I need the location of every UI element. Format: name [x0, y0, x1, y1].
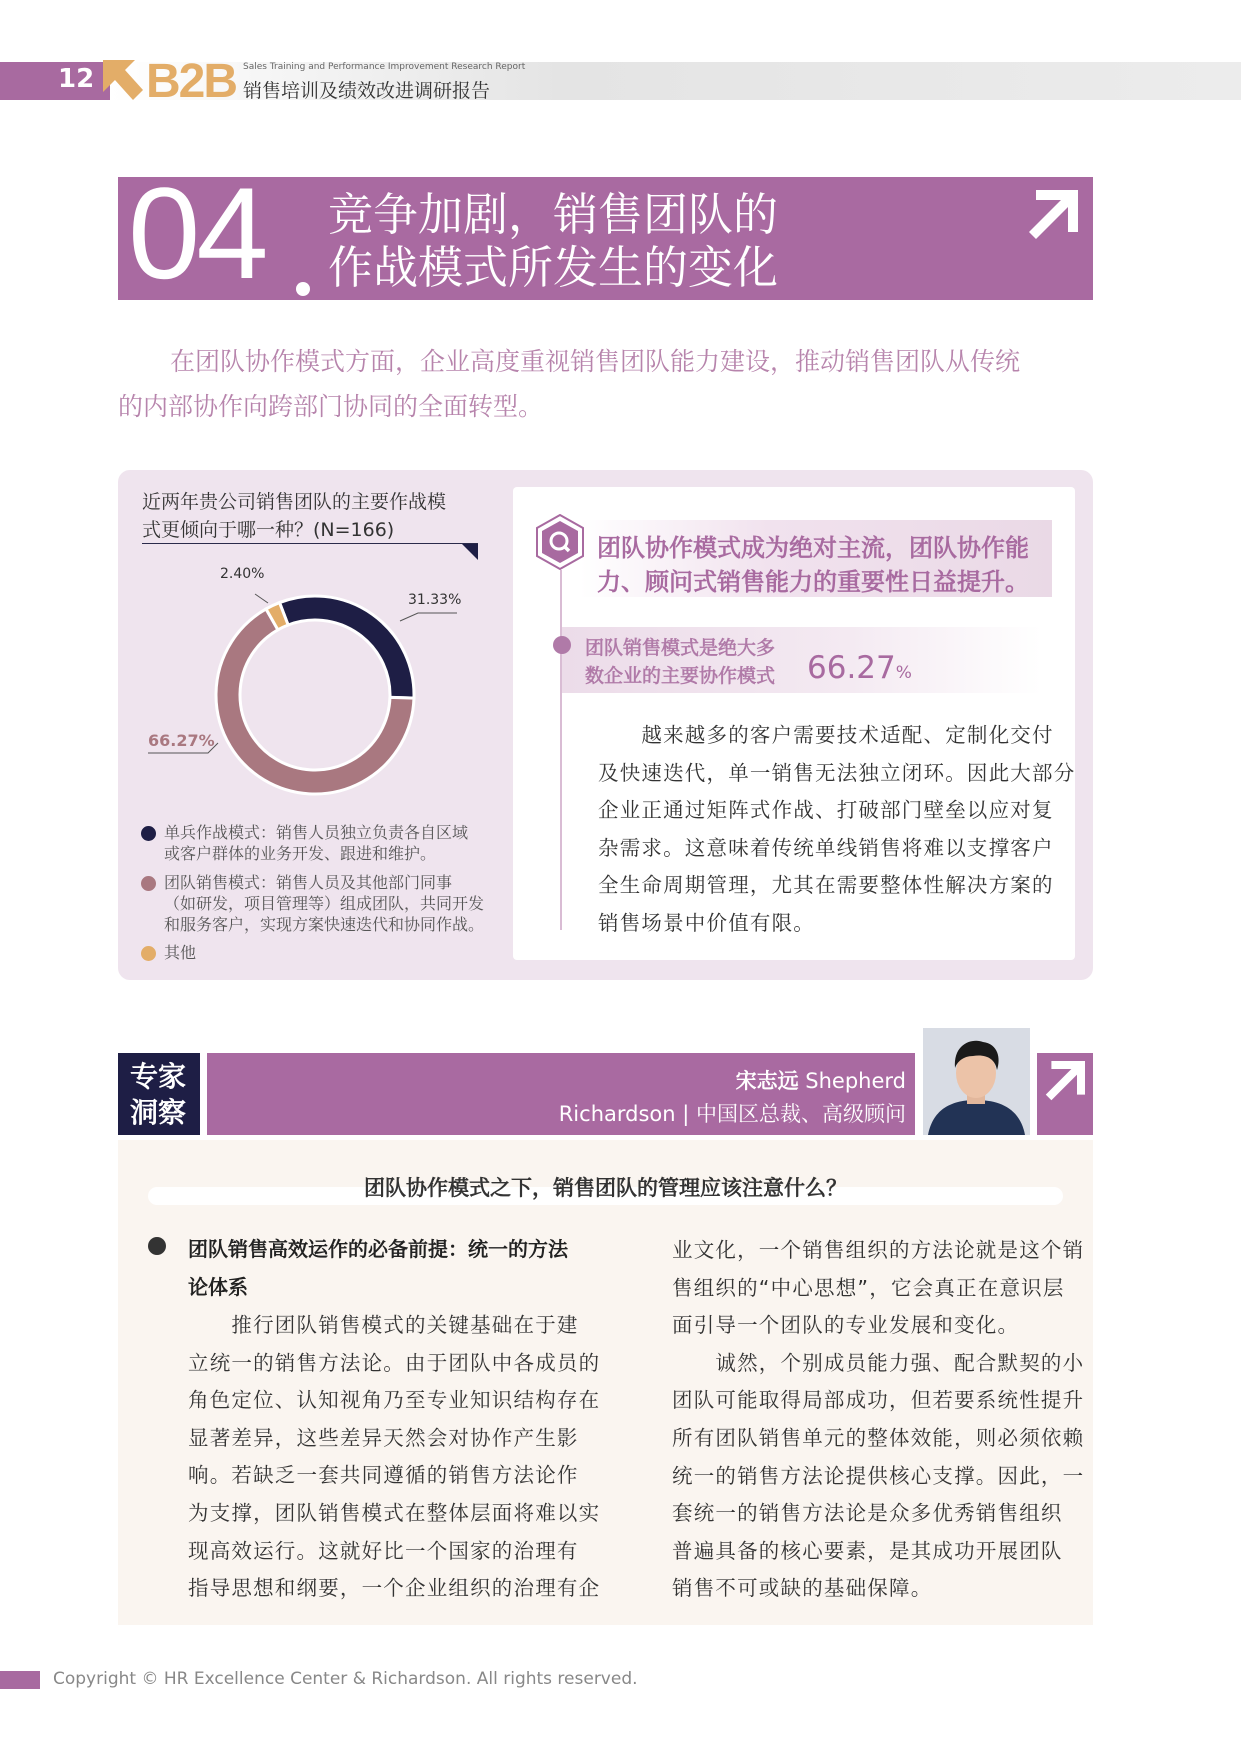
legend-swatch-other: [141, 946, 156, 961]
expert-name: [736, 1065, 906, 1095]
body-line: 套统一的销售方法论是众多优秀销售组织: [672, 1501, 1063, 1526]
body-line: 为支撑，团队销售模式在整体层面将难以实: [188, 1501, 601, 1525]
body-line: 响。若缺乏一套共同遵循的销售方法论作: [188, 1463, 579, 1488]
body-line: 业文化，一个销售组织的方法论就是这个销: [672, 1238, 1085, 1262]
body-line: 角色定位、认知视角乃至专业知识结构存在: [188, 1388, 601, 1413]
body-line: 团队可能取得局部成功，但若要系统性提升: [672, 1388, 1085, 1413]
section-number-dot: [296, 282, 310, 296]
intro-line: 在团队协作模式方面，企业高度重视销售团队能力建设，推动销售团队从传统: [170, 347, 1021, 376]
section-title-line: 竞争加剧，销售团队的: [328, 188, 779, 241]
value-unit: %: [895, 663, 912, 683]
logo-b2b: B2B: [146, 55, 237, 108]
expert-company: Richardson: [558, 1102, 676, 1126]
body-line: 所有团队销售单元的整体效能，则必须依赖: [672, 1426, 1085, 1450]
search-icon: [535, 514, 585, 570]
section-number: 04: [128, 160, 265, 306]
section-title-line: 作战模式所发生的变化: [328, 241, 779, 294]
expert-role: 中国区总裁、高级顾问: [696, 1102, 906, 1126]
donut-chart: [200, 580, 430, 810]
legend-line: 团队销售模式：销售人员及其他部门同事: [164, 873, 453, 892]
bullet-dot: [148, 1237, 166, 1255]
body-line: 企业正通过矩阵式作战、打破部门壁垒以应对复: [598, 798, 1054, 823]
expert-title: Richardson | 中国区总裁、高级顾问: [558, 1102, 906, 1126]
data-label-team: 66.27%: [148, 731, 215, 750]
report-subtitle-en: Sales Training and Performance Improvement Research Report: [243, 62, 526, 72]
expert-name-cn: 宋志远: [735, 1069, 799, 1093]
legend-line: （如研发，项目管理等）组成团队，共同开发: [164, 894, 485, 913]
chart-title-underline: [142, 543, 478, 544]
expert-question: 团队协作模式之下，销售团队的管理应该注意什么？: [364, 1176, 847, 1200]
expert-photo: [923, 1028, 1030, 1135]
data-label-solo: 31.33%: [408, 592, 462, 608]
body-line: 推行团队销售模式的关键基础在于建: [188, 1313, 579, 1337]
body-line: 杂需求。这意味着传统单线销售将难以支撑客户: [598, 835, 1054, 860]
body-line: 统一的销售方法论提供核心支撑。因此，一: [672, 1463, 1085, 1488]
key-finding-line: 力、顾问式销售能力的重要性日益提升。: [597, 568, 1029, 596]
footer-accent-bar: [0, 1671, 40, 1689]
value-number: 66.27: [807, 650, 896, 686]
label-line: 专家: [130, 1060, 187, 1093]
arrow-up-right-icon: [1028, 190, 1078, 240]
data-label-other: 2.40%: [220, 566, 265, 582]
body-line: 面引导一个团队的专业发展和变化。: [672, 1313, 1020, 1338]
expert-name-en: Shepherd: [805, 1069, 906, 1093]
body-line: 立统一的销售方法论。由于团队中各成员的: [188, 1350, 601, 1375]
arrow-up-right-icon: [1045, 1061, 1085, 1101]
expert-arrow-box: [1037, 1053, 1093, 1135]
legend-line: 单兵作战模式：销售人员独立负责各自区域: [164, 823, 469, 842]
legend-line: 或客户群体的业务开发、跟进和维护。: [164, 844, 437, 863]
legend-item-other: 其他: [164, 943, 197, 962]
legend-item-team: [164, 872, 484, 935]
body-line: 及快速迭代，单一销售无法独立闭环。因此大部分: [598, 760, 1076, 785]
body-line: 普遍具备的核心要素，是其成功开展团队: [672, 1538, 1063, 1563]
body-line: 现高效运行。这就好比一个国家的治理有: [188, 1538, 579, 1563]
timeline-line: [560, 570, 562, 930]
body-line: 指导思想和纲要，一个企业组织的治理有企: [188, 1576, 601, 1601]
sub-finding-line: 团队销售模式是绝大多: [585, 637, 776, 659]
label-line: 洞察: [130, 1096, 187, 1129]
sub-finding-value: [807, 650, 912, 686]
report-subtitle-cn: 销售培训及绩效改进调研报告: [243, 80, 491, 102]
logo-arrow-icon: [103, 60, 143, 100]
chart-title-line: 近两年贵公司销售团队的主要作战模: [142, 491, 447, 513]
body-line: 销售不可或缺的基础保障。: [672, 1576, 933, 1601]
body-line: 全生命周期管理，尤其在需要整体性解决方案的: [598, 873, 1054, 898]
body-line: 诚然，个别成员能力强、配合默契的小: [672, 1350, 1085, 1375]
body-line: 显著差异，这些差异天然会对协作产生影: [188, 1425, 579, 1450]
legend-swatch-solo: [141, 826, 156, 841]
expert-heading-line: 团队销售高效运作的必备前提：统一的方法: [188, 1237, 568, 1261]
legend-swatch-team: [141, 876, 156, 891]
chart-title-line: 式更倾向于哪一种？(N=166): [142, 519, 395, 541]
corner-triangle: [462, 544, 478, 560]
body-line: 越来越多的客户需要技术适配、定制化交付: [598, 723, 1054, 747]
key-finding-line: 团队协作模式成为绝对主流，团队协作能: [597, 534, 1029, 562]
intro-line: 的内部协作向跨部门协同的全面转型。: [118, 392, 544, 421]
page-number: 12: [58, 64, 95, 94]
expert-insight-label: [118, 1053, 200, 1135]
copyright: Copyright © HR Excellence Center & Richardson. All rights reserved.: [53, 1669, 638, 1689]
legend-line: 和服务客户，实现方案快速迭代和协同作战。: [164, 915, 485, 934]
expert-heading-line: 论体系: [188, 1275, 248, 1299]
bullet-dot: [553, 636, 571, 654]
legend-item-solo: [164, 822, 484, 864]
body-line: 售组织的“中心思想”，它会真正在意识层: [672, 1275, 1065, 1300]
donut-slice-solo: [280, 596, 414, 698]
body-line: 销售场景中价值有限。: [598, 911, 815, 935]
sub-finding-line: 数企业的主要协作模式: [585, 665, 776, 687]
